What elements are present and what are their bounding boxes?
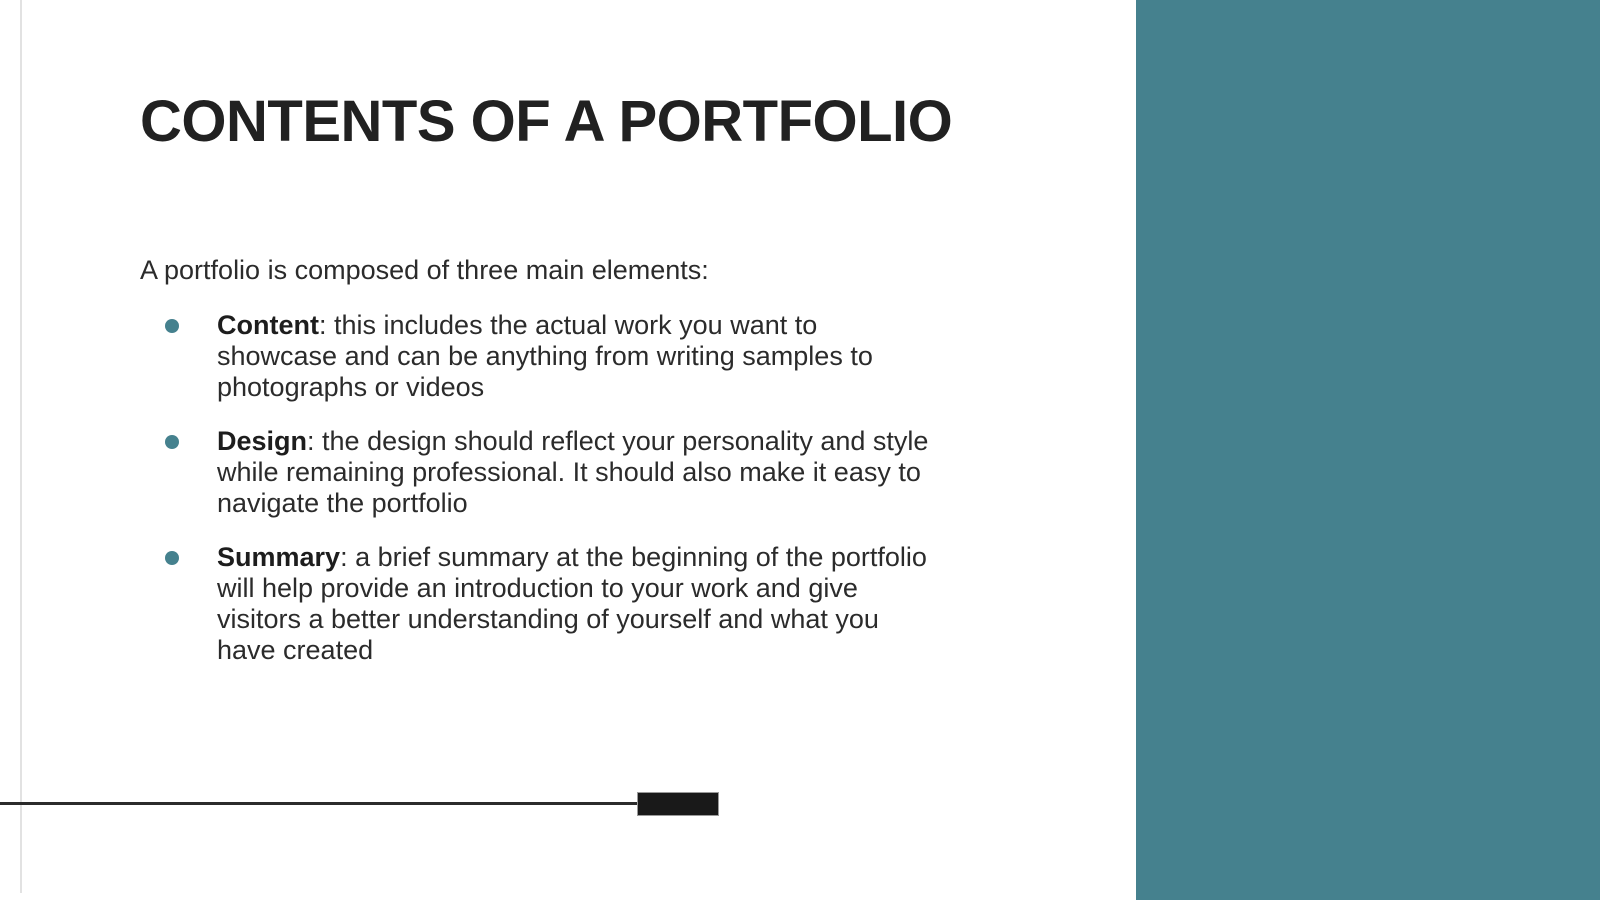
- bullet-line: have created: [217, 635, 374, 665]
- bullet-term: Content: [217, 310, 319, 340]
- slide-title: CONTENTS OF A PORTFOLIO: [140, 89, 953, 154]
- bullet-line: photographs or videos: [217, 372, 485, 402]
- bullet-dot-icon: [165, 551, 179, 565]
- bullet-item-design: [140, 426, 1060, 519]
- bullet-line: while remaining professional. It should also make it easy to: [217, 457, 921, 487]
- bullet-line: [217, 426, 928, 457]
- bullet-line: [217, 542, 927, 573]
- divider-line: [0, 802, 638, 805]
- bullet-item-summary: [140, 542, 1060, 666]
- bullet-line-rest: : this includes the actual work you want to: [318, 310, 818, 340]
- intro-text: A portfolio is composed of three main elements:: [140, 255, 709, 285]
- bullet-term: Summary: [217, 542, 341, 572]
- right-accent-panel: [1136, 0, 1600, 900]
- bullet-line: showcase and can be anything from writing samples to: [217, 341, 873, 371]
- bullet-list: [140, 310, 1060, 689]
- bullet-term: Design: [217, 426, 308, 456]
- bullet-line: [217, 310, 873, 341]
- left-edge-rule: [20, 0, 22, 893]
- bullet-line: navigate the portfolio: [217, 488, 468, 518]
- bullet-dot-icon: [165, 435, 179, 449]
- bullet-line: visitors a better understanding of yourself and what you: [217, 604, 879, 634]
- divider-end-block: [637, 792, 719, 816]
- bullet-line-rest: : the design should reflect your personality and style: [307, 426, 929, 456]
- bullet-line: will help provide an introduction to your work and give: [217, 573, 858, 603]
- bullet-item-content: [140, 310, 1060, 403]
- bullet-line-rest: : a brief summary at the beginning of the portfolio: [340, 542, 927, 572]
- bullet-dot-icon: [165, 319, 179, 333]
